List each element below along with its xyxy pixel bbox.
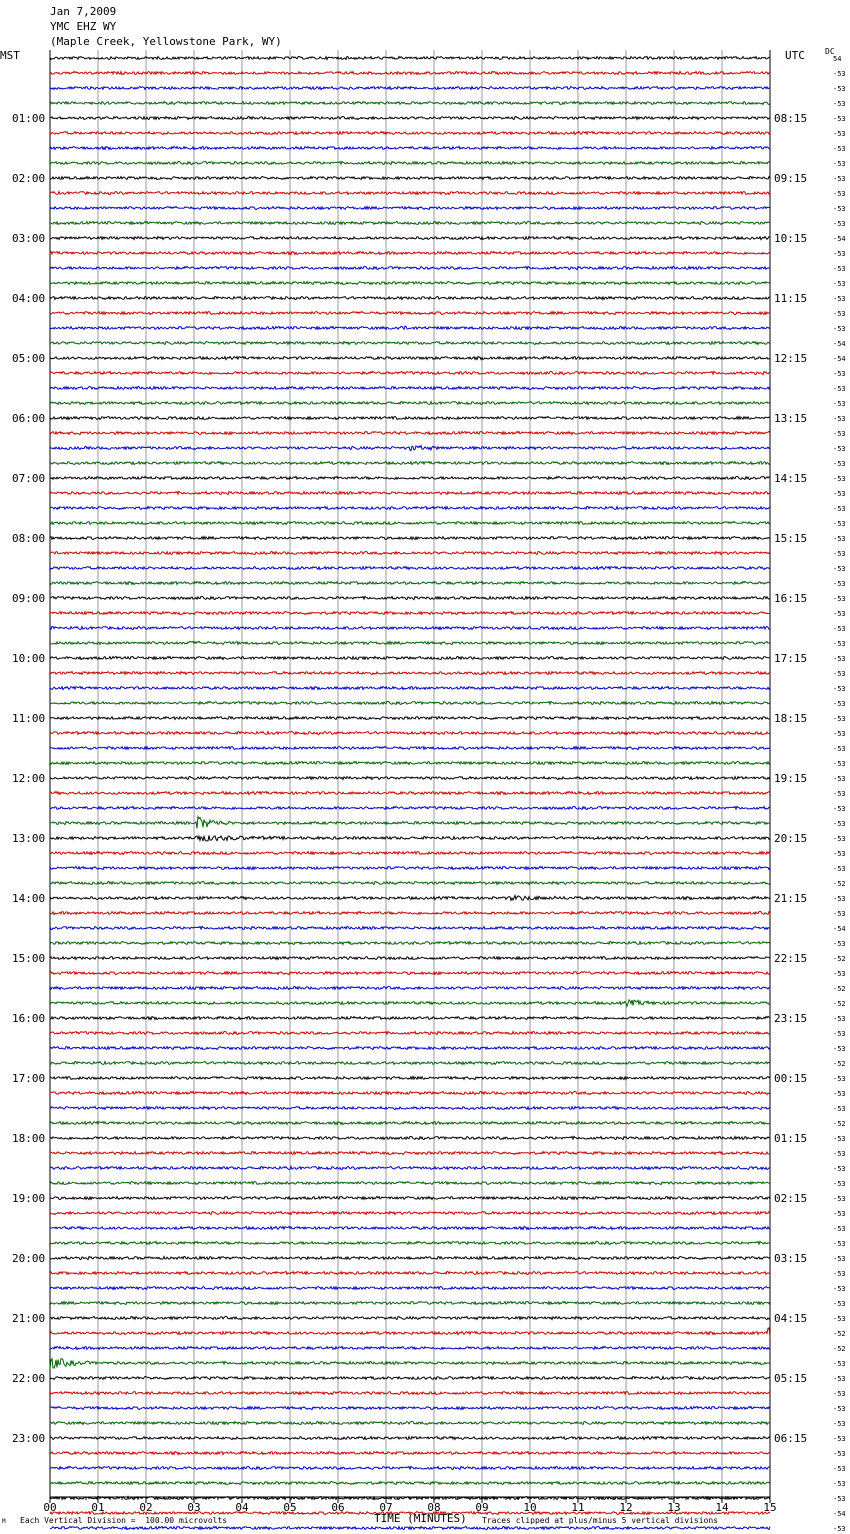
trace-row bbox=[50, 537, 770, 540]
dc-offset-label: -53 bbox=[833, 640, 846, 648]
dc-offset-label: -52 bbox=[833, 1000, 846, 1008]
dc-offset-label: -53 bbox=[833, 1450, 846, 1458]
dc-offset-label: -52 bbox=[833, 1345, 846, 1353]
dc-offset-label: -53 bbox=[833, 1495, 846, 1503]
dc-offset-label: -53 bbox=[833, 1420, 846, 1428]
trace-row bbox=[50, 117, 770, 120]
trace-row bbox=[50, 596, 770, 599]
dc-offset-label: -53 bbox=[833, 460, 846, 468]
left-hour-label: 01:00 bbox=[12, 112, 46, 125]
trace-row bbox=[50, 1392, 770, 1395]
dc-offset-label: -53 bbox=[833, 1435, 846, 1443]
dc-offset-label: -53 bbox=[833, 1045, 846, 1053]
left-hour-label: 20:00 bbox=[12, 1252, 46, 1265]
x-tick-label: 12 bbox=[619, 1501, 633, 1514]
trace-row bbox=[50, 777, 770, 780]
dc-offset-label: -53 bbox=[833, 550, 846, 558]
left-hour-label: 22:00 bbox=[12, 1372, 46, 1385]
dc-offset-label: -53 bbox=[833, 730, 846, 738]
dc-offset-label: -53 bbox=[833, 1465, 846, 1473]
trace-row bbox=[50, 507, 770, 510]
trace-row bbox=[50, 522, 770, 525]
trace-row bbox=[50, 446, 770, 451]
trace-row bbox=[50, 717, 770, 720]
trace-row bbox=[50, 1302, 770, 1305]
dc-offset-label: -53 bbox=[833, 100, 846, 108]
x-tick-label: 04 bbox=[235, 1501, 249, 1514]
left-hour-label: 17:00 bbox=[12, 1072, 46, 1085]
dc-offset-label: -53 bbox=[833, 910, 846, 918]
right-hour-label: 13:15 bbox=[774, 412, 808, 425]
dc-label: DC bbox=[825, 47, 835, 56]
trace-row bbox=[50, 192, 770, 195]
dc-offset-label: -53 bbox=[833, 85, 846, 93]
trace-row bbox=[50, 87, 770, 90]
dc-offset-label: -53 bbox=[833, 565, 846, 573]
trace-row bbox=[50, 417, 770, 420]
dc-offset-label: -53 bbox=[833, 190, 846, 198]
left-hour-label: 14:00 bbox=[12, 892, 46, 905]
trace-row bbox=[50, 161, 770, 164]
dc-offset-label: -52 bbox=[833, 880, 846, 888]
dc-offset-label: -53 bbox=[833, 715, 846, 723]
trace-row bbox=[50, 1257, 770, 1260]
trace-row bbox=[50, 1482, 770, 1485]
dc-offset-label: -53 bbox=[833, 1525, 846, 1533]
right-hour-label: 08:15 bbox=[774, 112, 808, 125]
clip-note: Traces clipped at plus/minus 5 vertical divisions bbox=[482, 1516, 719, 1525]
x-tick-label: 06 bbox=[331, 1501, 345, 1514]
x-tick-label: 08 bbox=[427, 1501, 441, 1514]
trace-row bbox=[50, 1451, 770, 1454]
trace-row bbox=[50, 882, 770, 885]
trace-row bbox=[50, 1287, 770, 1290]
x-tick-label: 00 bbox=[43, 1501, 57, 1514]
trace-row bbox=[50, 1466, 770, 1469]
trace-row bbox=[50, 567, 770, 570]
right-hour-label: 21:15 bbox=[774, 892, 808, 905]
x-tick-label: 07 bbox=[379, 1501, 393, 1514]
trace-row bbox=[50, 177, 770, 180]
right-hour-label: 09:15 bbox=[774, 172, 808, 185]
dc-offset-label: -53 bbox=[833, 1390, 846, 1398]
dc-offset-label: -53 bbox=[833, 385, 846, 393]
dc-offset-label: -53 bbox=[833, 265, 846, 273]
trace-row bbox=[50, 552, 770, 555]
dc-offset-label: -53 bbox=[833, 580, 846, 588]
trace-row bbox=[50, 222, 770, 225]
dc-offset-label: -53 bbox=[833, 895, 846, 903]
right-hour-label: 03:15 bbox=[774, 1252, 808, 1265]
dc-offset-label: -52 bbox=[833, 1120, 846, 1128]
left-timezone-label: MST bbox=[0, 49, 20, 62]
trace-row bbox=[50, 101, 770, 104]
trace-row bbox=[50, 476, 770, 479]
trace-row bbox=[50, 326, 770, 329]
dc-offset-label: -53 bbox=[833, 1240, 846, 1248]
right-hour-label: 10:15 bbox=[774, 232, 808, 245]
trace-row bbox=[50, 1422, 770, 1425]
x-tick-label: 15 bbox=[763, 1501, 777, 1514]
trace-row bbox=[50, 132, 770, 135]
dc-offset-label: -53 bbox=[833, 1225, 846, 1233]
right-hour-label: 06:15 bbox=[774, 1432, 808, 1445]
dc-offset-label: -53 bbox=[833, 1180, 846, 1188]
dc-offset-label: -53 bbox=[833, 295, 846, 303]
x-tick-label: 02 bbox=[139, 1501, 153, 1514]
left-hour-label: 13:00 bbox=[12, 832, 46, 845]
dc-offset-label: -53 bbox=[833, 400, 846, 408]
trace-row bbox=[50, 942, 770, 945]
trace-row bbox=[50, 1152, 770, 1155]
left-hour-label: 12:00 bbox=[12, 772, 46, 785]
dc-offset-label: -53 bbox=[833, 1090, 846, 1098]
dc-offset-label: -53 bbox=[833, 1300, 846, 1308]
trace-row bbox=[50, 371, 770, 374]
dc-offset-label: -53 bbox=[833, 685, 846, 693]
left-hour-label: 10:00 bbox=[12, 652, 46, 665]
trace-row bbox=[50, 312, 770, 315]
header-date: Jan 7,2009 bbox=[50, 5, 117, 18]
dc-offset-label: -53 bbox=[833, 670, 846, 678]
dc-offset-label: -53 bbox=[833, 1105, 846, 1113]
right-hour-label: 14:15 bbox=[774, 472, 808, 485]
dc-offset-label: -53 bbox=[833, 745, 846, 753]
dc-offset-label: -53 bbox=[833, 610, 846, 618]
right-timezone-label: UTC bbox=[785, 49, 805, 62]
trace-row bbox=[50, 1016, 770, 1019]
right-hour-label: 18:15 bbox=[774, 712, 808, 725]
dc-offset-label: -53 bbox=[833, 130, 846, 138]
trace-row bbox=[50, 972, 770, 975]
left-hour-label: 02:00 bbox=[12, 172, 46, 185]
trace-row bbox=[50, 1182, 770, 1185]
x-tick-label: 09 bbox=[475, 1501, 489, 1514]
trace-row bbox=[50, 1346, 770, 1349]
right-hour-label: 11:15 bbox=[774, 292, 808, 305]
dc-offset-label: -53 bbox=[833, 835, 846, 843]
x-tick-label: 03 bbox=[187, 1501, 201, 1514]
x-tick-label: 01 bbox=[91, 1501, 105, 1514]
trace-row bbox=[50, 1527, 770, 1530]
dc-offset-label: -54 bbox=[833, 340, 846, 348]
dc-offset-label: -53 bbox=[833, 760, 846, 768]
dc-offset-label: -53 bbox=[833, 1135, 846, 1143]
dc-offset-label: -53 bbox=[833, 370, 846, 378]
trace-row bbox=[50, 402, 770, 405]
left-hour-label: 11:00 bbox=[12, 712, 46, 725]
trace-row bbox=[50, 867, 770, 870]
x-tick-label: 14 bbox=[715, 1501, 729, 1514]
left-hour-label: 16:00 bbox=[12, 1012, 46, 1025]
left-hour-label: 05:00 bbox=[12, 352, 46, 365]
dc-offset-label: -53 bbox=[833, 115, 846, 123]
trace-row bbox=[50, 1077, 770, 1080]
right-hour-label: 12:15 bbox=[774, 352, 808, 365]
dc-offset-label: -53 bbox=[833, 820, 846, 828]
dc-offset-label: 54 bbox=[833, 55, 842, 63]
left-hour-label: 07:00 bbox=[12, 472, 46, 485]
dc-offset-label: -53 bbox=[833, 1165, 846, 1173]
dc-offset-label: -53 bbox=[833, 1285, 846, 1293]
dc-offset-label: -53 bbox=[833, 1360, 846, 1368]
trace-row bbox=[50, 1328, 770, 1338]
trace-row bbox=[50, 911, 770, 914]
dc-offset-label: -53 bbox=[833, 1255, 846, 1263]
trace-row bbox=[50, 581, 770, 584]
right-hour-label: 15:15 bbox=[774, 532, 808, 545]
trace-row bbox=[50, 957, 770, 960]
right-hour-label: 17:15 bbox=[774, 652, 808, 665]
header-location: (Maple Creek, Yellowstone Park, WY) bbox=[50, 35, 282, 48]
x-tick-label: 05 bbox=[283, 1501, 297, 1514]
trace-row bbox=[50, 1031, 770, 1034]
trace-row bbox=[50, 672, 770, 675]
right-hour-label: 22:15 bbox=[774, 952, 808, 965]
dc-offset-label: -53 bbox=[833, 1015, 846, 1023]
trace-row bbox=[50, 836, 770, 842]
trace-row bbox=[50, 701, 770, 704]
trace-row bbox=[50, 1121, 770, 1124]
trace-row bbox=[50, 762, 770, 765]
trace-row bbox=[50, 1212, 770, 1215]
trace-row bbox=[50, 806, 770, 809]
right-hour-label: 01:15 bbox=[774, 1132, 808, 1145]
trace-row bbox=[50, 732, 770, 735]
trace-row bbox=[50, 1359, 770, 1369]
dc-offset-label: -53 bbox=[833, 415, 846, 423]
right-hour-label: 05:15 bbox=[774, 1372, 808, 1385]
trace-row bbox=[50, 1136, 770, 1139]
trace-row bbox=[50, 1197, 770, 1200]
trace-row bbox=[50, 387, 770, 390]
trace-row bbox=[50, 1317, 770, 1320]
trace-row bbox=[50, 657, 770, 660]
right-hour-label: 04:15 bbox=[774, 1312, 808, 1325]
dc-offset-label: -52 bbox=[833, 1330, 846, 1338]
dc-offset-label: -53 bbox=[833, 1480, 846, 1488]
dc-offset-label: -53 bbox=[833, 655, 846, 663]
trace-row bbox=[50, 1167, 770, 1170]
dc-offset-label: -53 bbox=[833, 175, 846, 183]
trace-row bbox=[50, 1047, 770, 1050]
dc-offset-label: -53 bbox=[833, 205, 846, 213]
header-station: YMC EHZ WY bbox=[50, 20, 117, 33]
left-hour-label: 21:00 bbox=[12, 1312, 46, 1325]
dc-offset-label: -53 bbox=[833, 325, 846, 333]
right-hour-label: 20:15 bbox=[774, 832, 808, 845]
dc-offset-label: -53 bbox=[833, 1315, 846, 1323]
trace-row bbox=[50, 1241, 770, 1244]
x-tick-label: 13 bbox=[667, 1501, 681, 1514]
trace-row bbox=[50, 641, 770, 644]
dc-offset-label: -52 bbox=[833, 985, 846, 993]
dc-offset-label: -53 bbox=[833, 790, 846, 798]
dc-offset-label: -53 bbox=[833, 1405, 846, 1413]
dc-offset-label: -53 bbox=[833, 1150, 846, 1158]
trace-row bbox=[50, 207, 770, 210]
dc-offset-label: -53 bbox=[833, 70, 846, 78]
left-hour-label: 23:00 bbox=[12, 1432, 46, 1445]
scale-note: Each Vertical Division = 100.00 microvolts bbox=[20, 1516, 228, 1525]
trace-row bbox=[50, 1272, 770, 1275]
left-hour-label: 19:00 bbox=[12, 1192, 46, 1205]
dc-offset-label: -52 bbox=[833, 1060, 846, 1068]
right-hour-label: 16:15 bbox=[774, 592, 808, 605]
dc-offset-label: -54 bbox=[833, 1510, 846, 1518]
right-hour-label: 23:15 bbox=[774, 1012, 808, 1025]
dc-offset-label: -54 bbox=[833, 355, 846, 363]
trace-row bbox=[50, 57, 770, 60]
dc-offset-label: -53 bbox=[833, 625, 846, 633]
dc-offset-label: -53 bbox=[833, 220, 846, 228]
trace-row bbox=[50, 612, 770, 615]
dc-offset-label: -53 bbox=[833, 1030, 846, 1038]
left-hour-label: 08:00 bbox=[12, 532, 46, 545]
dc-offset-label: -53 bbox=[833, 310, 846, 318]
dc-offset-label: -53 bbox=[833, 475, 846, 483]
dc-offset-label: -53 bbox=[833, 940, 846, 948]
trace-row bbox=[50, 282, 770, 285]
dc-offset-label: -53 bbox=[833, 595, 846, 603]
left-hour-label: 03:00 bbox=[12, 232, 46, 245]
trace-row bbox=[50, 1437, 770, 1440]
trace-row bbox=[50, 987, 770, 990]
trace-row bbox=[50, 895, 770, 900]
trace-row bbox=[50, 297, 770, 300]
dc-offset-label: -53 bbox=[833, 1210, 846, 1218]
left-hour-label: 15:00 bbox=[12, 952, 46, 965]
dc-offset-label: -53 bbox=[833, 700, 846, 708]
dc-offset-label: -53 bbox=[833, 865, 846, 873]
dc-offset-label: -53 bbox=[833, 490, 846, 498]
left-hour-label: 18:00 bbox=[12, 1132, 46, 1145]
trace-row bbox=[50, 146, 770, 149]
trace-row bbox=[50, 747, 770, 750]
trace-row bbox=[50, 627, 770, 630]
trace-row bbox=[50, 1227, 770, 1230]
left-hour-label: 04:00 bbox=[12, 292, 46, 305]
trace-row bbox=[50, 926, 770, 929]
trace-row bbox=[50, 1062, 770, 1065]
dc-offset-label: -53 bbox=[833, 805, 846, 813]
x-axis-title: TIME (MINUTES) bbox=[374, 1512, 467, 1525]
dc-offset-label: -53 bbox=[833, 505, 846, 513]
trace-row bbox=[50, 237, 770, 240]
dc-offset-label: -53 bbox=[833, 430, 846, 438]
x-tick-label: 10 bbox=[523, 1501, 537, 1514]
trace-row bbox=[50, 852, 770, 855]
dc-offset-label: -53 bbox=[833, 970, 846, 978]
trace-row bbox=[50, 792, 770, 795]
dc-offset-label: -53 bbox=[833, 775, 846, 783]
trace-row bbox=[50, 266, 770, 269]
right-hour-label: 02:15 bbox=[774, 1192, 808, 1205]
dc-offset-label: -53 bbox=[833, 520, 846, 528]
left-hour-label: 09:00 bbox=[12, 592, 46, 605]
footer-marker: M bbox=[2, 1518, 6, 1525]
dc-offset-label: -53 bbox=[833, 1075, 846, 1083]
dc-offset-label: -53 bbox=[833, 160, 846, 168]
dc-offset-label: -53 bbox=[833, 445, 846, 453]
trace-row bbox=[50, 342, 770, 345]
left-hour-label: 06:00 bbox=[12, 412, 46, 425]
dc-offset-label: -53 bbox=[833, 1195, 846, 1203]
trace-row bbox=[50, 491, 770, 494]
dc-offset-label: -54 bbox=[833, 925, 846, 933]
trace-row bbox=[50, 251, 770, 254]
right-hour-label: 00:15 bbox=[774, 1072, 808, 1085]
dc-offset-label: -53 bbox=[833, 535, 846, 543]
dc-offset-label: -53 bbox=[833, 1375, 846, 1383]
trace-row bbox=[50, 432, 770, 435]
trace-row bbox=[50, 1407, 770, 1410]
dc-offset-label: -53 bbox=[833, 250, 846, 258]
right-hour-label: 19:15 bbox=[774, 772, 808, 785]
trace-row bbox=[50, 817, 770, 829]
trace-row bbox=[50, 462, 770, 465]
x-tick-label: 11 bbox=[571, 1501, 585, 1514]
dc-offset-label: -53 bbox=[833, 145, 846, 153]
dc-offset-label: -52 bbox=[833, 955, 846, 963]
trace-row bbox=[50, 357, 770, 360]
trace-row bbox=[50, 1000, 770, 1006]
trace-row bbox=[50, 1377, 770, 1380]
trace-row bbox=[50, 71, 770, 74]
dc-offset-label: -54 bbox=[833, 235, 846, 243]
dc-offset-label: -53 bbox=[833, 280, 846, 288]
trace-row bbox=[50, 1092, 770, 1095]
trace-row bbox=[50, 686, 770, 689]
dc-offset-label: -53 bbox=[833, 1270, 846, 1278]
dc-offset-label: -53 bbox=[833, 850, 846, 858]
trace-row bbox=[50, 1107, 770, 1110]
